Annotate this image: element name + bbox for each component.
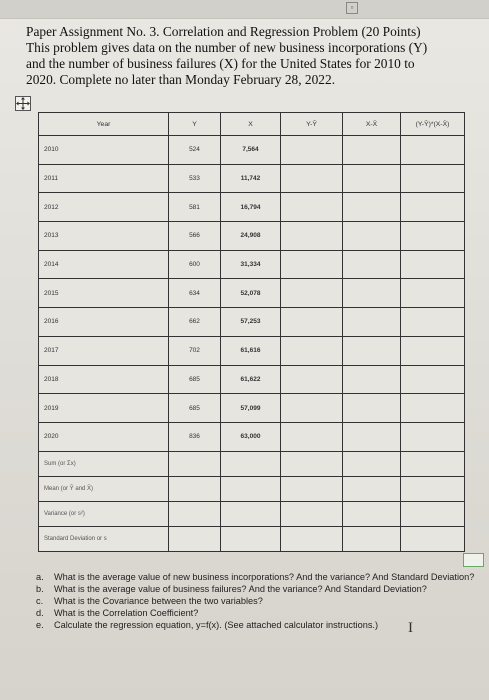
y-dev-cell[interactable] — [281, 164, 343, 193]
x-dev-cell[interactable] — [343, 222, 401, 251]
summary-label: Sum (or Σx) — [39, 451, 169, 476]
header-x-dev: X-X̄ — [343, 113, 401, 136]
y-cell: 524 — [169, 136, 221, 165]
product-cell[interactable] — [401, 279, 465, 308]
header-y: Y — [169, 113, 221, 136]
question-letter: d. — [36, 608, 44, 618]
summary-cell[interactable] — [343, 451, 401, 476]
product-cell[interactable] — [401, 336, 465, 365]
product-cell[interactable] — [401, 365, 465, 394]
table-row — [39, 136, 465, 165]
x-cell: 52,078 — [221, 279, 281, 308]
x-cell: 61,616 — [221, 336, 281, 365]
summary-cell[interactable] — [221, 451, 281, 476]
year-cell: 2012 — [39, 193, 169, 222]
question-item — [28, 583, 478, 595]
table-row — [39, 365, 465, 394]
year-cell: 2017 — [39, 336, 169, 365]
y-cell: 566 — [169, 222, 221, 251]
product-cell[interactable] — [401, 222, 465, 251]
year-cell: 2010 — [39, 136, 169, 165]
x-cell: 7,564 — [221, 136, 281, 165]
side-checkbox[interactable] — [463, 553, 484, 567]
product-cell[interactable] — [401, 193, 465, 222]
text-cursor-icon: I — [408, 620, 413, 636]
x-cell: 63,000 — [221, 422, 281, 451]
y-dev-cell[interactable] — [281, 336, 343, 365]
summary-cell[interactable] — [281, 501, 343, 526]
y-dev-cell[interactable] — [281, 279, 343, 308]
year-cell: 2018 — [39, 365, 169, 394]
y-cell: 662 — [169, 308, 221, 337]
header-x: X — [221, 113, 281, 136]
x-cell: 31,334 — [221, 250, 281, 279]
summary-cell[interactable] — [343, 526, 401, 551]
product-cell[interactable] — [401, 136, 465, 165]
y-dev-cell[interactable] — [281, 394, 343, 423]
y-cell: 836 — [169, 422, 221, 451]
product-cell[interactable] — [401, 164, 465, 193]
heading-line-2: This problem gives data on the number of new business incorporations (Y) — [26, 40, 428, 55]
move-handle-icon[interactable] — [15, 96, 31, 111]
x-dev-cell[interactable] — [343, 193, 401, 222]
summary-cell[interactable] — [401, 526, 465, 551]
y-cell: 685 — [169, 365, 221, 394]
heading-line-3: and the number of business failures (X) for the United States for 2010 to — [26, 56, 415, 71]
summary-label: Variance (or s²) — [39, 501, 169, 526]
table-row — [39, 308, 465, 337]
summary-cell[interactable] — [169, 526, 221, 551]
question-text: What is the average value of business failures? And the variance? And Standard Deviation? — [54, 584, 427, 594]
year-cell: 2016 — [39, 308, 169, 337]
y-cell: 600 — [169, 250, 221, 279]
summary-cell[interactable] — [281, 451, 343, 476]
table-row — [39, 279, 465, 308]
x-cell: 61,622 — [221, 365, 281, 394]
question-letter: a. — [36, 572, 44, 582]
x-dev-cell[interactable] — [343, 164, 401, 193]
data-table — [38, 112, 465, 552]
y-dev-cell[interactable] — [281, 365, 343, 394]
x-dev-cell[interactable] — [343, 308, 401, 337]
x-dev-cell[interactable] — [343, 336, 401, 365]
x-cell: 24,908 — [221, 222, 281, 251]
table-row — [39, 222, 465, 251]
y-dev-cell[interactable] — [281, 422, 343, 451]
x-dev-cell[interactable] — [343, 422, 401, 451]
assignment-heading — [26, 24, 481, 88]
year-cell: 2013 — [39, 222, 169, 251]
product-cell[interactable] — [401, 394, 465, 423]
summary-cell[interactable] — [281, 476, 343, 501]
y-cell: 581 — [169, 193, 221, 222]
question-letter: b. — [36, 584, 44, 594]
product-cell[interactable] — [401, 250, 465, 279]
x-cell: 57,253 — [221, 308, 281, 337]
product-cell[interactable] — [401, 422, 465, 451]
table-row — [39, 250, 465, 279]
question-text: What is the Covariance between the two variables? — [54, 596, 263, 606]
x-dev-cell[interactable] — [343, 394, 401, 423]
summary-row — [39, 451, 465, 476]
summary-cell[interactable] — [281, 526, 343, 551]
summary-label: Mean (or Ȳ and X̄) — [39, 476, 169, 501]
table-header-row — [39, 113, 465, 136]
question-text: What is the Correlation Coefficient? — [54, 608, 199, 618]
summary-cell[interactable] — [169, 451, 221, 476]
y-dev-cell[interactable] — [281, 222, 343, 251]
y-cell: 634 — [169, 279, 221, 308]
year-cell: 2014 — [39, 250, 169, 279]
question-item — [28, 595, 478, 607]
header-year: Year — [39, 113, 169, 136]
summary-row — [39, 526, 465, 551]
summary-cell[interactable] — [401, 451, 465, 476]
year-cell: 2019 — [39, 394, 169, 423]
summary-cell[interactable] — [343, 476, 401, 501]
x-dev-cell[interactable] — [343, 365, 401, 394]
x-cell: 16,794 — [221, 193, 281, 222]
x-dev-cell[interactable] — [343, 279, 401, 308]
y-dev-cell[interactable] — [281, 250, 343, 279]
table-row — [39, 164, 465, 193]
table-row — [39, 422, 465, 451]
x-cell: 57,099 — [221, 394, 281, 423]
summary-cell[interactable] — [401, 476, 465, 501]
y-dev-cell[interactable] — [281, 193, 343, 222]
y-cell: 533 — [169, 164, 221, 193]
summary-label: Standard Deviation or s — [39, 526, 169, 551]
header-y-dev: Y-Ȳ — [281, 113, 343, 136]
page-marker-icon: ▫ — [346, 2, 358, 14]
question-letter: e. — [36, 620, 44, 630]
x-dev-cell[interactable] — [343, 250, 401, 279]
table-row — [39, 394, 465, 423]
year-cell: 2015 — [39, 279, 169, 308]
year-cell: 2011 — [39, 164, 169, 193]
summary-cell[interactable] — [221, 501, 281, 526]
heading-line-4: 2020. Complete no later than Monday February 28, 2022. — [26, 72, 336, 87]
question-item — [28, 607, 478, 619]
summary-row — [39, 501, 465, 526]
question-letter: c. — [36, 596, 44, 606]
summary-cell[interactable] — [343, 501, 401, 526]
y-cell: 702 — [169, 336, 221, 365]
year-cell: 2020 — [39, 422, 169, 451]
product-cell[interactable] — [401, 308, 465, 337]
summary-cell[interactable] — [401, 501, 465, 526]
top-edge-bar — [0, 0, 489, 19]
question-item — [28, 571, 478, 583]
y-dev-cell[interactable] — [281, 136, 343, 165]
summary-cell[interactable] — [221, 526, 281, 551]
x-cell: 11,742 — [221, 164, 281, 193]
y-cell: 685 — [169, 394, 221, 423]
question-text: What is the average value of new business incorporations? And the variance? And Standard Deviation? — [54, 572, 475, 582]
summary-cell[interactable] — [221, 476, 281, 501]
summary-row — [39, 476, 465, 501]
x-dev-cell[interactable] — [343, 136, 401, 165]
header-product: (Y-Ȳ)*(X-X̄) — [401, 113, 465, 136]
summary-cell[interactable] — [169, 476, 221, 501]
heading-line-1: Paper Assignment No. 3. Correlation and Regression Problem (20 Points) — [26, 24, 421, 39]
y-dev-cell[interactable] — [281, 308, 343, 337]
table-row — [39, 336, 465, 365]
table-row — [39, 193, 465, 222]
question-text: Calculate the regression equation, y=f(x). (See attached calculator instructions.) — [54, 620, 379, 630]
summary-cell[interactable] — [169, 501, 221, 526]
